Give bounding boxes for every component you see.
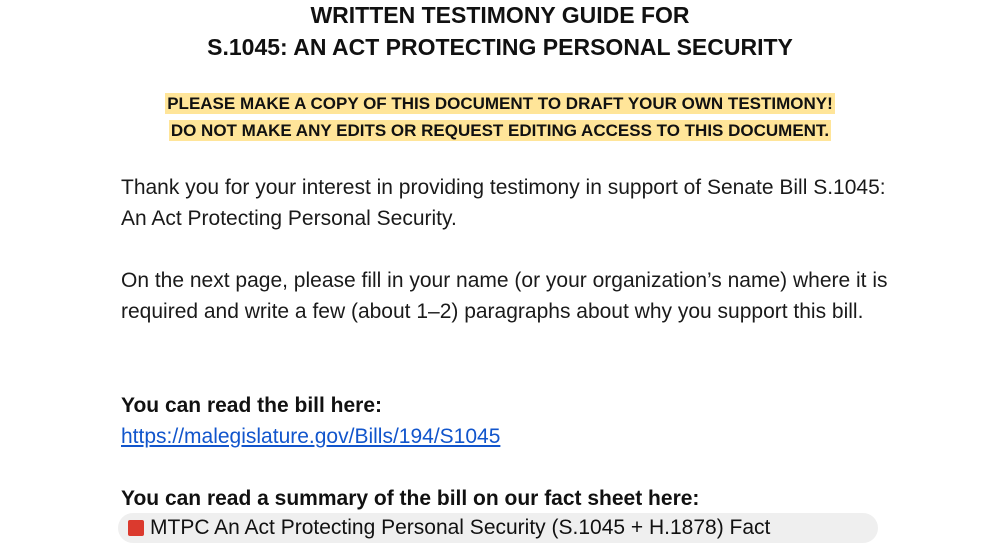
document-title-line-1: WRITTEN TESTIMONY GUIDE FOR [310,2,690,28]
bill-heading: You can read the bill here: [121,394,383,417]
copy-notice-line-2 [0,119,1000,143]
fact-sheet-file-chip[interactable] [118,513,878,543]
document-title-line-2: S.1045: AN ACT PROTECTING PERSONAL SECURITY [207,34,793,60]
instructions-paragraph: On the next page, please fill in your name (or your organization’s name) where it is required and write a few (about 1–2) paragraphs about why you support this bill. [121,269,888,323]
copy-notice-line-1 [0,92,1000,116]
fact-sheet-heading: You can read a summary of the bill on our fact sheet here: [121,487,700,510]
pdf-file-icon [128,520,144,536]
bill-link[interactable]: https://malegislature.gov/Bills/194/S1045 [121,425,501,448]
fact-sheet-chip-label: MTPC An Act Protecting Personal Security (S.1045 + H.1878) Fact [150,516,771,539]
intro-paragraph: Thank you for your interest in providing testimony in support of Senate Bill S.1045: An Act Protecting Personal Security. [121,176,886,230]
highlighted-notice-text-2: DO NOT MAKE ANY EDITS OR REQUEST EDITING ACCESS TO THIS DOCUMENT. [170,121,830,140]
highlighted-notice-text-1: PLEASE MAKE A COPY OF THIS DOCUMENT TO DRAFT YOUR OWN TESTIMONY! [167,94,833,113]
